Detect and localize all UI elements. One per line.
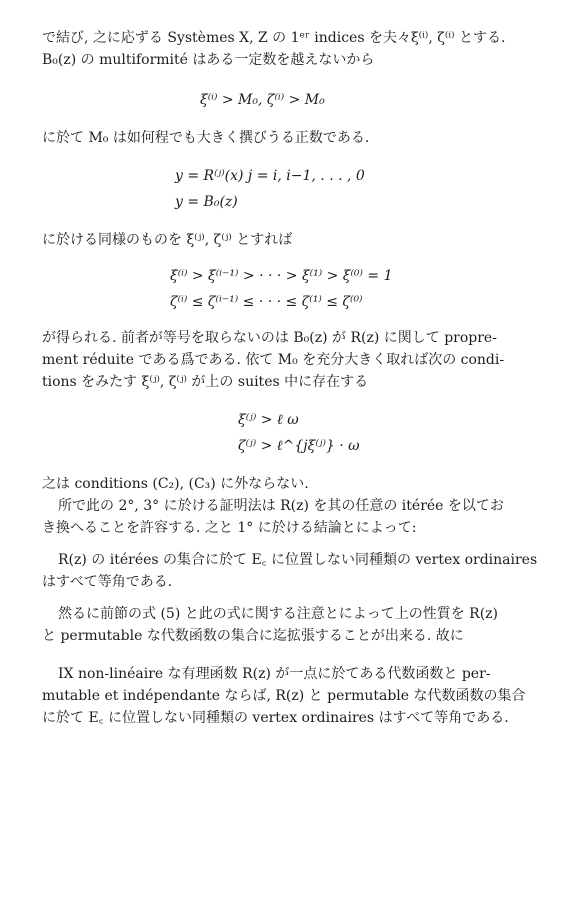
text-line: R(z) の itérées の集合に於て E꜀ に位置しない同種類の vertex ordinaires bbox=[58, 552, 538, 568]
equation: ζ⁽ⁱ⁾ ≤ ζ⁽ⁱ⁻¹⁾ ≤ · · · ≤ ζ⁽¹⁾ ≤ ζ⁽⁰⁾ bbox=[170, 294, 363, 310]
text-line: に於ける同様のものを ξ⁽ʲ⁾, ζ⁽ʲ⁾ とすれば bbox=[42, 232, 293, 248]
text-line: に於て E꜀ に位置しない同種類の vertex ordinaires はすべて等角である. bbox=[42, 710, 509, 726]
equation: ξ⁽ⁱ⁾ > ξ⁽ⁱ⁻¹⁾ > · · · > ξ⁽¹⁾ > ξ⁽⁰⁾ = 1 bbox=[170, 268, 393, 284]
text-line: き換へることを許容する. 之と 1° に於ける結論とによって: bbox=[42, 520, 417, 536]
text-line: 然るに前節の式 (5) と此の式に関する注意とによって上の性質を R(z) bbox=[58, 606, 499, 622]
equation: y = R⁽ʲ⁾(x) j = i, i−1, . . . , 0 bbox=[175, 168, 365, 184]
text-line: はすべて等角である. bbox=[42, 574, 173, 590]
equation: ξ⁽ⁱ⁾ > M₀, ζ⁽ⁱ⁾ > M₀ bbox=[200, 92, 325, 108]
text-line: に於て M₀ は如何程でも大きく撰びうる正数である. bbox=[42, 130, 370, 146]
text-line: 之は conditions (C₂), (C₃) に外ならない. bbox=[42, 476, 309, 492]
equation: ξ⁽ʲ⁾ > ℓ ω bbox=[238, 412, 299, 428]
text-line: tions をみたす ξ⁽ʲ⁾, ζ⁽ʲ⁾ が上の suites 中に存在する bbox=[42, 374, 369, 390]
equation: ζ⁽ʲ⁾ > ℓ^{jξ⁽ʲ⁾} · ω bbox=[238, 438, 360, 454]
text-line: 所で此の 2°, 3° に於ける証明法は R(z) を其の任意の itérée を以てお bbox=[58, 498, 504, 514]
text-line: ment réduite である爲である. 依て M₀ を充分大きく取れば次の condi- bbox=[42, 352, 505, 368]
text-line: で結び, 之に応ずる Systèmes X, Z の 1ᵉʳ indices を夫々ξ⁽ⁱ⁾, ζ⁽ⁱ⁾ とする. bbox=[42, 30, 506, 46]
text-line: mutable et indépendante ならば, R(z) と permutable な代数函数の集合 bbox=[42, 688, 526, 704]
equation: y = B₀(z) bbox=[175, 194, 238, 210]
text-line: B₀(z) の multiformité はある一定数を越えないから bbox=[42, 52, 375, 68]
text-line: と permutable な代数函数の集合に迄拡張することが出来る. 故に bbox=[42, 628, 464, 644]
text-line: が得られる. 前者が等号を取らないのは B₀(z) が R(z) に関して propre- bbox=[42, 330, 497, 346]
text-line: IX non-linéaire な有理函数 R(z) が一点に於てある代数函数と per- bbox=[58, 666, 491, 682]
